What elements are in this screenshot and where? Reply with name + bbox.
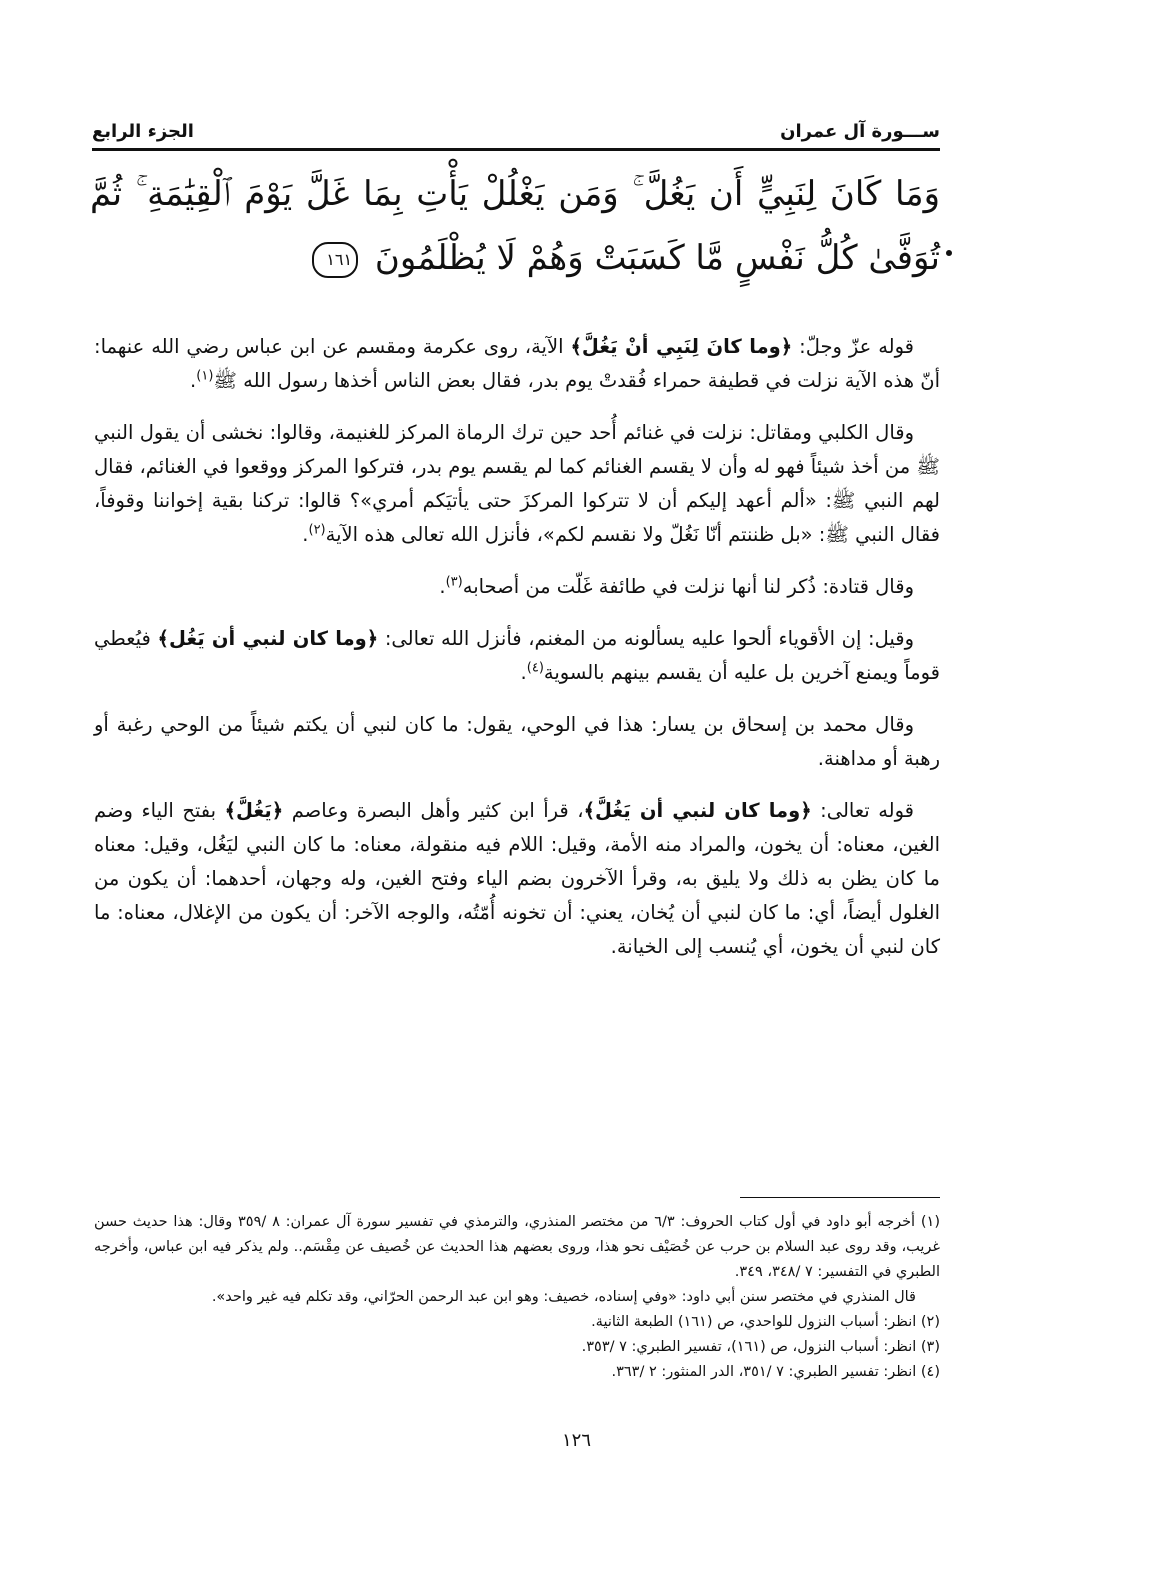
footnote-1: (١) أخرجه أبو داود في أول كتاب الحروف: ٦/٣ من مختصر المنذري، والترمذي في تفسير سورة آل عمران: ٨ /٣٥٩ وقال: هذا حديث حسن غريب، وقد روى عبد السلام بن حرب عن خُصَيْف نحو هذا، وروى بعضهم هذا الحديث عن خُصيف عن مِقْسَم.. ولم يذكر فيه ابن عباس، وأخرجه الطبري في التفسير: ٧ /٣٤٨، ٣٤٩. [94,1214,941,1280]
juz-title: الجزء الرابع [92,121,194,142]
footnote-separator [740,1197,940,1198]
commentary-body [94,330,940,982]
quran-verse [90,162,940,290]
paragraph-text: . [439,575,446,598]
footnotes [94,1210,940,1385]
paragraph-text: ، قرأ ابن كثير وأهل البصرة وعاصم [283,799,584,822]
paragraph-text: فيُعطي قوماً ويمنع آخرين بل عليه أن يقسم بينهم بالسوية [94,627,940,684]
verse-number-icon: ١٦١ [312,242,358,278]
footnote-ref[interactable]: (٣) [445,574,463,590]
paragraph-5 [94,708,940,776]
page-number: ١٢٦ [561,1430,591,1451]
header-rule [92,148,940,151]
footnote-4: (٤) انظر: تفسير الطبري: ٧ /٣٥١، الدر المنثور: ٢ /٣٦٣. [611,1364,940,1380]
footnote-ref[interactable]: (٤) [526,660,544,676]
paragraph-text: قوله تعالى: [811,799,914,822]
footnote-1-note: قال المنذري في مختصر سنن أبي داود: «وفي إسناده، خصيف: وهو ابن عبد الرحمن الحرّاني، وقد تكلم فيه غير واحد». [211,1289,916,1305]
paragraph-4 [94,622,940,690]
paragraph-text: الآية، روى عكرمة ومقسم عن ابن عباس رضي الله عنهما: أنّ هذه الآية نزلت في قطيفة حمراء فُقدتْ يوم بدر، فقال بعض الناس أخذها رسول الله ﷺ [94,335,940,392]
paragraph-text: وقال محمد بن إسحاق بن يسار: هذا في الوحي، يقول: ما كان لنبي أن يكتم شيئاً من الوحي رغبة أو رهبة أو مداهنة. [94,713,940,770]
verse-text: وَمَا كَانَ لِنَبِيٍّ أَن يَغُلَّ ۚ وَمَن يَغْلُلْ يَأْتِ بِمَا غَلَّ يَوْمَ ٱلْقِيَٰمَةِ ۚ ثُمَّ تُوَفَّىٰ كُلُّ نَفْسٍ مَّا كَسَبَتْ وَهُمْ لَا يُظْلَمُونَ [90,174,940,278]
footnote-2: (٢) انظر: أسباب النزول للواحدي، ص (١٦١) الطبعة الثانية. [591,1314,940,1330]
verse-marker-dot [946,250,952,256]
paragraph-text: . [520,661,527,684]
verse-quote: ﴿وما كان لنبي أن يَغُلَّ﴾ [583,799,812,822]
paragraph-1 [94,330,940,398]
paragraph-3 [94,570,940,604]
paragraph-text: وقيل: إن الأقوياء ألحوا عليه يسألونه من المغنم، فأنزل الله تعالى: [378,627,914,650]
verse-quote: ﴿وما كان لنبي أن يَغُل﴾ [157,627,379,650]
paragraph-2 [94,416,940,552]
paragraph-text: . [190,369,197,392]
running-header [92,108,940,148]
footnote-3: (٣) انظر: أسباب النزول، ص (١٦١)، تفسير الطبري: ٧ /٣٥٣. [581,1339,940,1355]
footnote-ref[interactable]: (١) [196,368,214,384]
footnote-ref[interactable]: (٢) [308,522,326,538]
verse-quote: ﴿يَغُلَّ﴾ [224,799,284,822]
paragraph-6 [94,794,940,964]
surah-title: ســـورة آل عمران [780,121,940,142]
paragraph-text: . [302,523,309,546]
paragraph-text: وقال الكلبي ومقاتل: نزلت في غنائم أُحد حين ترك الرماة المركز للغنيمة، وقالوا: نخشى أن يقول النبي ﷺ من أخذ شيئاً فهو له وأن لا يقسم الغنائم كما لم يقسم يوم بدر، فتركوا المركز ووقعوا في الغنائم، فقال لهم النبي ﷺ: «ألم أعهد إليكم أن لا تتركوا المركزَ حتى يأتيَكم أمري»؟ قالوا: تركنا بقية إخواننا وقوفاً، فقال النبي ﷺ: «بل ظننتم أنّا نَغُلّ ولا نقسم لكم»، فأنزل الله تعالى هذه الآية [94,421,940,546]
paragraph-text: قوله عزّ وجلّ: [792,335,914,358]
paragraph-text: بفتح الياء وضم الغين، معناه: أن يخون، والمراد منه الأمة، وقيل: اللام فيه منقولة، معناه: ما كان النبي ليَغُل، وقيل: معناه ما كان يظن به ذلك ولا يليق به، وقرأ الآخرون بضم الياء وفتح الغين، وله وجهان، أحدهما: أن يكون من الغلول أيضاً، أي: ما كان لنبي أن يُخان، يعني: أن تخونه أُمّتُه، والوجه الآخر: أن يكون من الإغلال، معناه: ما كان لنبي أن يخون، أي يُنسب إلى الخيانة. [94,799,940,958]
verse-quote: ﴿وما كانَ لِنَبِي أنْ يَغُلَّ﴾ [570,335,793,358]
paragraph-text: وقال قتادة: ذُكر لنا أنها نزلت في طائفة غَلّت من أصحابه [462,575,914,598]
